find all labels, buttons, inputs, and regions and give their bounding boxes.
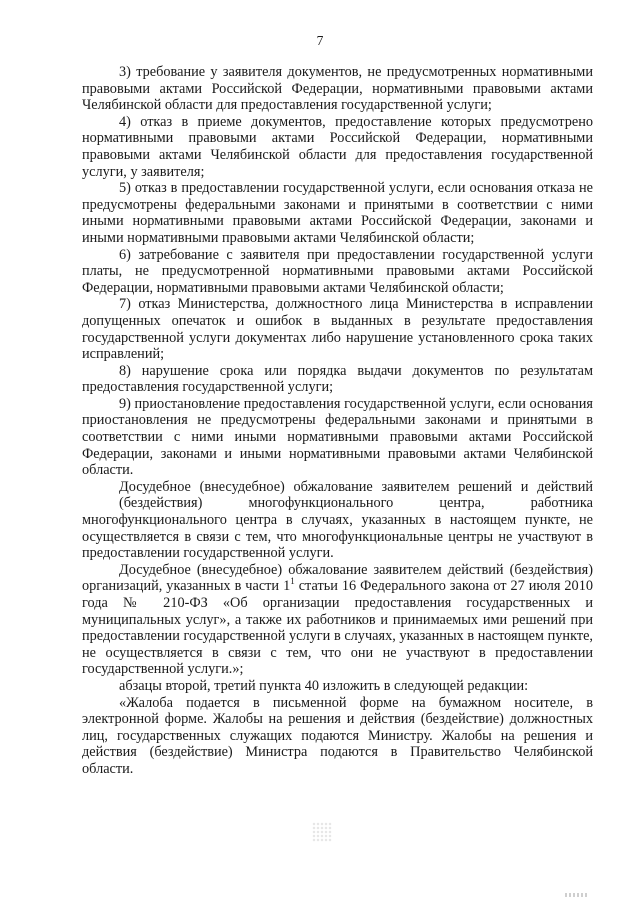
amendment-paragraph: абзацы второй, третий пункта 40 изложить в следующей редакции: [119,677,529,694]
list-item-3: 3) требование у заявителя документов, не предусмотренных нормативными правовыми актами Российской Федерации, нормативными правовыми актами Челябинской области для предоставления государственной услуги; [82,64,593,114]
list-item-4: 4) отказ в приеме документов, предоставление которых предусмотрено нормативными правовыми актами Российской Федерации, нормативными правовыми актами Челябинской области для предоставления государственной услуги, у заявителя; [82,113,593,180]
list-item-7: 7) отказ Министерства, должностного лица Министерства в исправлении допущенных опечаток и ошибок в выданных в результате предоставления государственной услуги документах либо нарушение установленного срока таких исправлений; [82,296,593,363]
list-item-5: 5) отказ в предоставлении государственной услуги, если основания отказа не предусмотрены федеральными законами и принятыми в соответствии с ними иными нормативными правовыми актами Российской Федерации, законами и иными нормативными правовыми актами Челябинской области; [82,180,593,246]
mfc-line2 [82,495,593,512]
quoted-paragraph: «Жалоба подается в письменной форме на бумажном носителе, в электронной форме. Жалобы на решения и действия (бездействие) должностных лиц, государственных служащих подаются Министру. Жалобы на решения и действия (бездействие) Министра подаются в Правительство Челябинской области. [82,694,593,777]
page-number: 7 [316,33,324,48]
list-item-9: 9) приостановление предоставления государственной услуги, если основания приостановления не предусмотрены федеральными законами и принятыми в соответствии с ними иными нормативными правовыми актами Российской Федерации, законами и иными нормативными правовыми актами Челябинской области. [82,395,593,479]
scan-artifact [312,822,332,842]
mfc-rest: многофункционального центра в случаях, указанных в настоящем пункте, не осуществляется в связи с тем, что многофункциональные центры не участвуют в предоставлении государственной услуги. [82,512,593,562]
superscript: 1 [290,576,295,587]
mfc-line1: Досудебное (внесудебное) обжалование заявителем решений и действий [119,478,593,495]
mfc-word: работника [530,495,593,512]
organizations-paragraph [82,562,593,678]
mfc-word: (бездействия) [119,495,203,512]
mfc-word: многофункционального [248,495,394,512]
list-item-6: 6) затребование с заявителя при предоставлении государственной услуги платы, не предусмотренной нормативными правовыми актами Российской Федерации, нормативными правовыми актами Челябинской области; [82,246,593,296]
document-body [82,64,593,778]
org-text-end: статьи 16 Федерального закона от 27 июля 2010 года № 210-ФЗ «Об организации предоставления государственных и муниципальных услуг», а также их работников и принимаемых ими решений при предоставлении государственной услуги в случаях, указанных в настоящем пункте, не осуществляется в связи с тем, что они не участвуют в предоставлении государственной услуги.»; [82,578,593,678]
org-text-start: Досудебное (внесудебное) обжалование заявителем действий (бездействия) организаций, указанных в части 1 [82,561,593,595]
list-item-8: 8) нарушение срока или порядка выдачи документов по результатам предоставления государственной услуги; [82,362,593,396]
scan-artifact [565,893,589,897]
mfc-paragraph [82,479,593,496]
mfc-word: центра, [439,495,485,512]
